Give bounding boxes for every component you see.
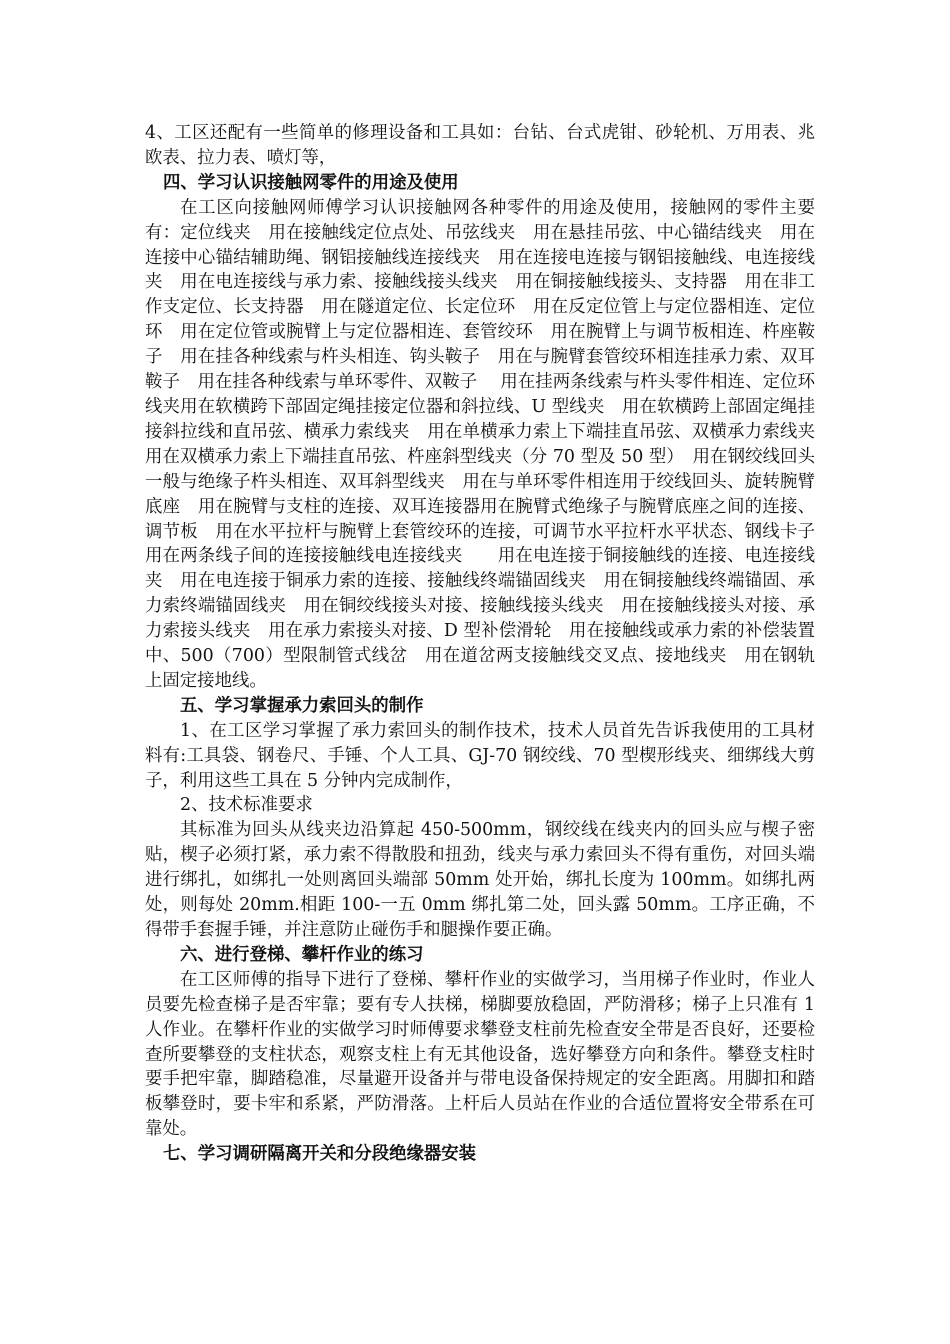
section-heading-6: 六、进行登梯、攀杆作业的练习 bbox=[180, 944, 424, 965]
paragraph-5-3: 其标准为回头从线夹边沿算起 450-500mm，钢绞线在线夹内的回头应与楔子密贴，楔子必须打紧，承力索不得散股和扭劲，线夹与承力索回头不得有重伤，对回头端进行绑扎，如绑扎一处则离回头端部 50mm 处开始，绑扎长度为 100mm。如绑扎两处，则每处 20mm.相距 100-一五 0mm 绑扎第二处，回头露 50mm。工序正确，不得带手套握手锤，并注意防止碰伤手和腿操作要正确。 bbox=[145, 820, 815, 940]
paragraph-tools: 4、工区还配有一些简单的修理设备和工具如：台钻、台式虎钳、砂轮机、万用表、兆欧表、拉力表、喷灯等， bbox=[145, 123, 815, 168]
section-heading-7: 七、学习调研隔离开关和分段绝缘器安装 bbox=[163, 1144, 477, 1165]
paragraph-5-1: 1、在工区学习掌握了承力索回头的制作技术，技术人员首先告诉我使用的工具材料有:工具袋、钢卷尺、手锤、个人工具、GJ-70 钢绞线、70 型楔形线夹、细绑线大剪子，利用这些工具在 5 分钟内完成制作， bbox=[145, 720, 815, 791]
paragraph-6: 在工区师傅的指导下进行了登梯、攀杆作业的实做学习，当用梯子作业时，作业人员要先检查梯子是否牢靠；要有专人扶梯，梯脚要放稳固，严防滑移；梯子上只准有 1 人作业。在攀杆作业的实做学习时师傅要求攀登支柱前先检查安全带是否良好，还要检查所要攀登的支柱状态，观察支柱上有无其他设备，选好攀登方向和条件。攀登支柱时要手把牢靠，脚踏稳准，尽量避开设备并与带电设备保持规定的安全距离。用脚扣和踏板攀登时，要卡牢和系紧，严防滑落。上杆后人员站在作业的合适位置将安全带系在可靠处。 bbox=[145, 969, 815, 1140]
section-heading-5: 五、学习掌握承力索回头的制作 bbox=[180, 695, 424, 716]
section-heading-4: 四、学习认识接触网零件的用途及使用 bbox=[163, 172, 459, 193]
document-body bbox=[145, 121, 833, 1167]
paragraph-parts: 在工区向接触网师傅学习认识接触网各种零件的用途及使用，接触网的零件主要有：定位线夹 用在接触线定位点处、吊弦线夹 用在悬挂吊弦、中心锚结线夹 用在连接中心锚结辅助绳、钢铝接触线连接线夹 用在连接电连接与钢铝接触线、电连接线夹 用在电连接线与承力索、接触线接头线夹 用在铜接触线接头、支持器 用在非工作支定位、长支持器 用在隧道定位、长定位环 用在反定位管上与定位器相连、定位环 用在定位管或腕臂上与定位器相连、套管绞环 用在腕臂上与调节板相连、杵座鞍子 用在挂各种线索与杵头相连、钩头鞍子 用在与腕臂套管绞环相连挂承力索、双耳鞍子 用在挂各种线索与单环零件、双鞍子 用在挂两条线索与杵头零件相连、定位环线夹用在软横跨下部固定绳挂接定位器和斜拉线、U 型线夹 用在软横跨上部固定绳挂接斜拉线和直吊弦、横承力索线夹 用在单横承力索上下端挂直吊弦、双横承力索线夹 用在双横承力索上下端挂直吊弦、杵座斜型线夹（分 70 型及 50 型） 用在钢绞线回头一般与绝缘子杵头相连、双耳斜型线夹 用在与单环零件相连用于绞线回头、旋转腕臂底座 用在腕臂与支柱的连接、双耳连接器用在腕臂式绝缘子与腕臂底座之间的连接、调节板 用在水平拉杆与腕臂上套管绞环的连接，可调节水平拉杆水平状态、钢线卡子 用在两条线子间的连接接触线电连接线夹 用在电连接于铜接触线的连接、电连接线夹 用在电连接于铜承力索的连接、接触线终端锚固线夹 用在铜接触线终端锚固、承力索终端锚固线夹 用在铜绞线接头对接、接触线接头线夹 用在接触线接头对接、承力索接头线夹 用在承力索接头对接、D 型补偿滑轮 用在接触线或承力索的补偿装置中、500（700）型限制管式线岔 用在道岔两支接触线交叉点、接地线夹 用在钢轨上固定接地线。 bbox=[145, 197, 833, 691]
paragraph-5-2: 2、技术标准要求 bbox=[180, 795, 313, 816]
